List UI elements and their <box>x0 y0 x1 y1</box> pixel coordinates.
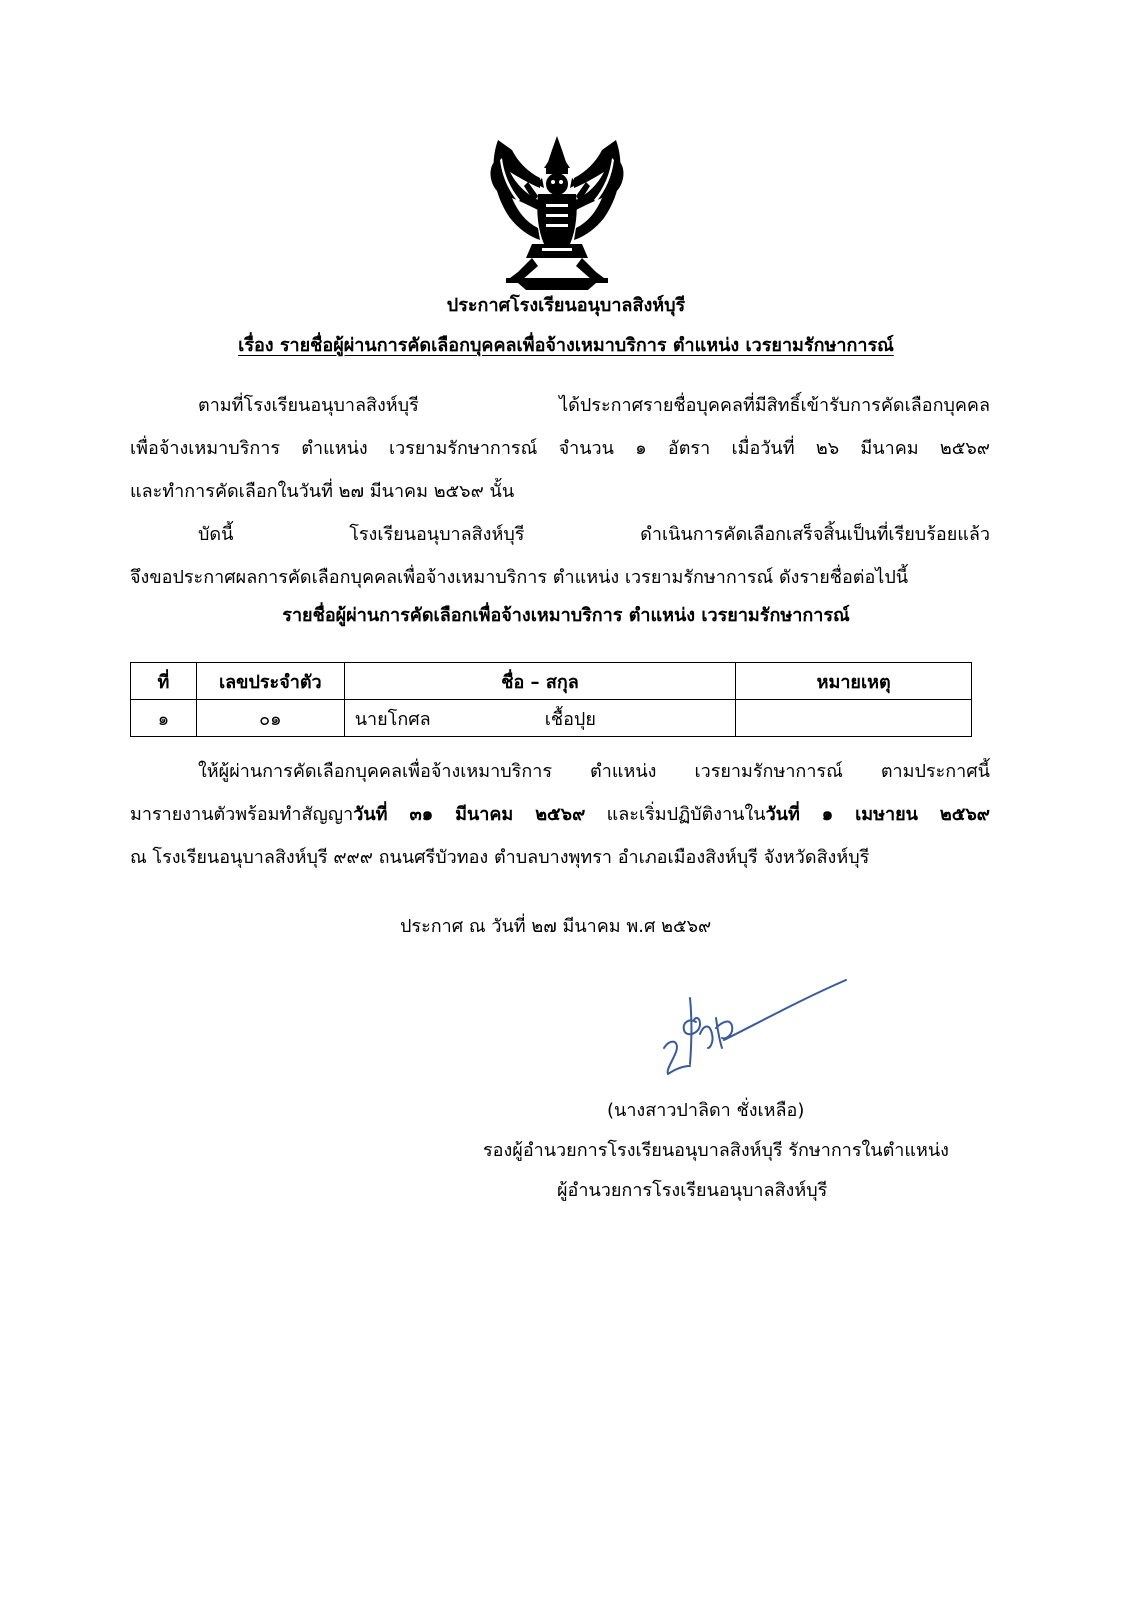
body-paragraphs <box>130 384 990 599</box>
header-id: เลขประจำตัว <box>196 663 344 700</box>
table-row <box>131 700 972 737</box>
cell-no: ๑ <box>131 700 197 737</box>
signer-position-1: รองผู้อำนวยการโรงเรียนอนุบาลสิงห์บุรี รักษาการในตำแหน่ง <box>483 1140 949 1161</box>
signer-position-2: ผู้อำนวยการโรงเรียนอนุบาลสิงห์บุรี <box>557 1180 828 1201</box>
document-title: ประกาศโรงเรียนอนุบาลสิงห์บุรี <box>446 295 686 316</box>
para1-line1: ตามที่โรงเรียนอนุบาลสิงห์บุรี ได้ประกาศรายชื่อบุคคลที่มีสิทธิ์เข้ารับการคัดเลือกบุคคล <box>198 395 990 416</box>
cell-first-name: นายโกศล <box>354 708 431 730</box>
cell-id: ๐๑ <box>196 700 344 737</box>
signer-name: (นางสาวปาลิดา ชั่งเหลือ) <box>607 1100 805 1121</box>
table-header-row <box>131 663 972 700</box>
header-name: ชื่อ – สกุล <box>344 663 736 700</box>
header-no: ที่ <box>131 663 197 700</box>
closing-paragraph <box>130 750 990 879</box>
closing-line2-c: และเริ่มปฏิบัติงานใน <box>585 804 766 825</box>
cell-last-name: เชื้อปุย <box>544 708 596 730</box>
start-date: วันที่ ๑ เมษายน ๒๕๖๙ <box>765 804 990 825</box>
cell-remark <box>736 700 972 737</box>
cell-name <box>344 700 736 737</box>
closing-line2 <box>130 793 990 836</box>
closing-line3: ณ โรงเรียนอนุบาลสิงห์บุรี ๙๙๙ ถนนศรีบัวทอง ตำบลบางพุทรา อำเภอเมืองสิงห์บุรี จังหวัดสิงห์บุรี <box>130 847 870 868</box>
header-remark: หมายเหตุ <box>736 663 972 700</box>
announce-date: ประกาศ ณ วันที่ ๒๗ มีนาคม พ.ศ ๒๕๖๙ <box>400 916 712 937</box>
garuda-emblem-icon <box>488 132 626 292</box>
closing-line2-a: มารายงานตัวพร้อมทำสัญญา <box>130 804 354 825</box>
para1-line3: และทำการคัดเลือกในวันที่ ๒๗ มีนาคม ๒๕๖๙ นั้น <box>130 481 515 502</box>
para2-line2: จึงขอประกาศผลการคัดเลือกบุคคลเพื่อจ้างเหมาบริการ ตำแหน่ง เวรยามรักษาการณ์ ดังรายชื่อต่อไปนี้ <box>130 567 909 588</box>
document-subject: เรื่อง รายชื่อผู้ผ่านการคัดเลือกบุคคลเพื่อจ้างเหมาบริการ ตำแหน่ง เวรยามรักษาการณ์ <box>238 335 894 356</box>
subject-line-wrapper <box>0 334 1132 358</box>
table-title: รายชื่อผู้ผ่านการคัดเลือกเพื่อจ้างเหมาบริการ ตำแหน่ง เวรยามรักษาการณ์ <box>282 605 850 626</box>
para2-line1: บัดนี้ โรงเรียนอนุบาลสิงห์บุรี ดำเนินการคัดเลือกเสร็จสิ้นเป็นที่เรียบร้อยแล้ว <box>198 524 990 545</box>
para1-line2: เพื่อจ้างเหมาบริการ ตำแหน่ง เวรยามรักษาการณ์ จำนวน ๑ อัตรา เมื่อวันที่ ๒๖ มีนาคม ๒๕๖๙ <box>130 438 990 459</box>
handwritten-signature <box>660 978 850 1082</box>
closing-line1: ให้ผู้ผ่านการคัดเลือกบุคคลเพื่อจ้างเหมาบริการ ตำแหน่ง เวรยามรักษาการณ์ ตามประกาศนี้ <box>198 761 990 782</box>
result-table <box>130 662 972 737</box>
report-date: วันที่ ๓๑ มีนาคม ๒๕๖๙ <box>353 804 586 825</box>
